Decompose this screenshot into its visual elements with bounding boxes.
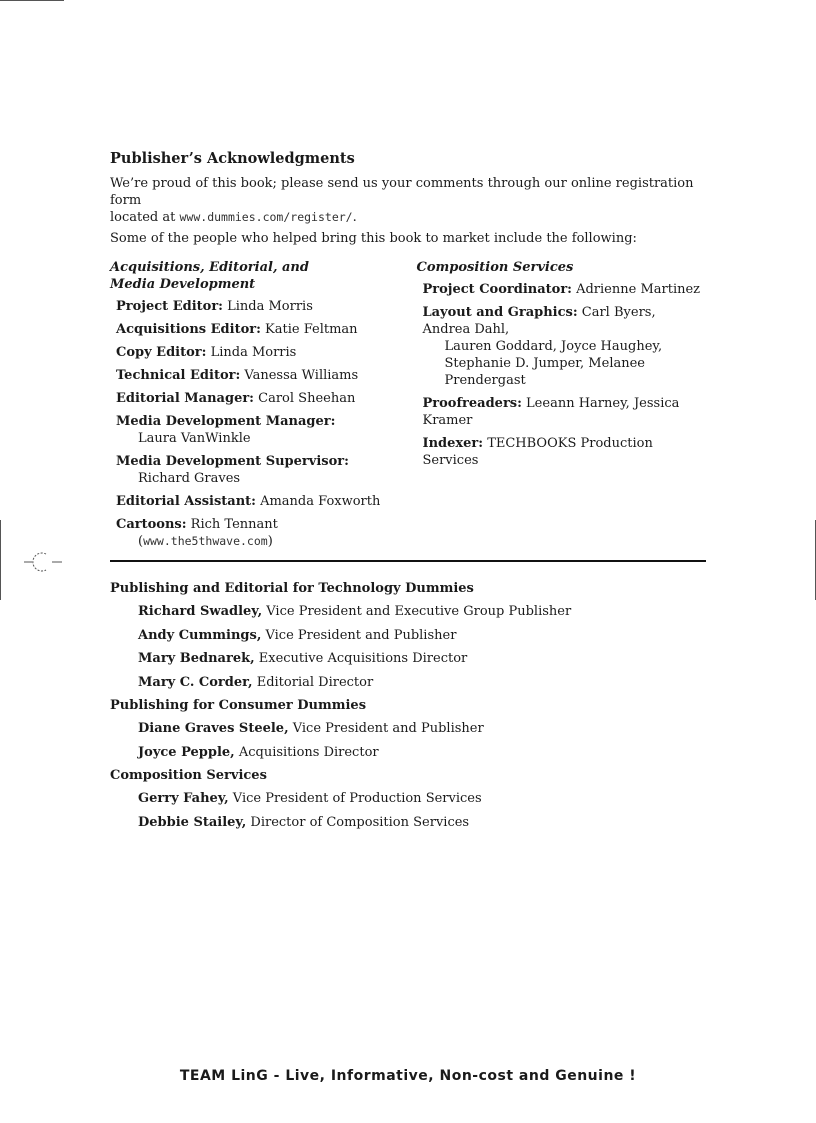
crop-mark-top: [0, 0, 64, 1]
register-link[interactable]: www.dummies.com/register/: [179, 210, 353, 224]
left-column-heading: Acquisitions, Editorial, and Media Development: [110, 260, 309, 292]
right-column-heading: Composition Services: [416, 260, 574, 275]
intro-paragraph: We’re proud of this book; please send us your comments through our online registration form located at www.dummies.com/register/.: [110, 176, 694, 225]
person-credit: Andy Cummings, Vice President and Publisher: [138, 627, 457, 643]
person-credit: Richard Swadley, Vice President and Executive Group Publisher: [138, 604, 572, 619]
left-credits-column: [110, 259, 416, 556]
credit-entry: Project Coordinator: Adrienne Martinez: [422, 282, 701, 297]
credit-entry: Cartoons: Rich Tennant (www.the5thwave.com): [116, 517, 278, 549]
section-title: Publishing and Editorial for Technology Dummies: [110, 581, 474, 596]
cartoon-site-link[interactable]: www.the5thwave.com: [143, 534, 268, 548]
credit-entry: Media Development Manager: Laura VanWinkle: [116, 414, 336, 446]
credit-entry: Editorial Manager: Carol Sheehan: [116, 391, 356, 406]
acknowledgments-block: [110, 150, 706, 556]
person-credit: Mary Bednarek, Executive Acquisitions Director: [138, 651, 468, 666]
credit-entry: Layout and Graphics: Carl Byers, Andrea Dahl, Lauren Goddard, Joyce Haughey, Stephanie D. Jumper, Melanee Prendergast: [422, 305, 663, 388]
credit-entry: Editorial Assistant: Amanda Foxworth: [116, 494, 381, 509]
credit-entry: Acquisitions Editor: Katie Feltman: [116, 322, 358, 337]
intro-line: Some of the people who helped bring this book to market include the following:: [110, 231, 637, 246]
credit-entry: Project Editor: Linda Morris: [116, 299, 313, 314]
executive-credits: [110, 580, 706, 837]
person-credit: Diane Graves Steele, Vice President and Publisher: [138, 721, 484, 736]
credit-entry: Technical Editor: Vanessa Williams: [116, 368, 359, 383]
person-credit: Debbie Stailey, Director of Composition Services: [138, 814, 470, 830]
credits-columns: [110, 259, 706, 556]
section-divider: [110, 560, 706, 562]
person-credit: Mary C. Corder, Editorial Director: [138, 674, 374, 690]
person-credit: Joyce Pepple, Acquisitions Director: [138, 744, 379, 760]
credit-entry: Media Development Supervisor: Richard Graves: [116, 454, 349, 486]
credit-entry: Proofreaders: Leeann Harney, Jessica Kramer: [422, 396, 680, 428]
credit-entry: Copy Editor: Linda Morris: [116, 345, 297, 360]
footer-banner: TEAM LinG - Live, Informative, Non-cost and Genuine !: [179, 1068, 637, 1084]
page-title: Publisher’s Acknowledgments: [110, 150, 355, 167]
section-title: Publishing for Consumer Dummies: [110, 698, 367, 713]
registration-mark-icon: [24, 550, 64, 574]
person-credit: Gerry Fahey, Vice President of Production Services: [138, 791, 482, 806]
credit-entry: Indexer: TECHBOOKS Production Services: [422, 436, 653, 468]
crop-mark-left: [0, 520, 1, 600]
right-credits-column: [416, 259, 706, 556]
section-title: Composition Services: [110, 768, 267, 783]
